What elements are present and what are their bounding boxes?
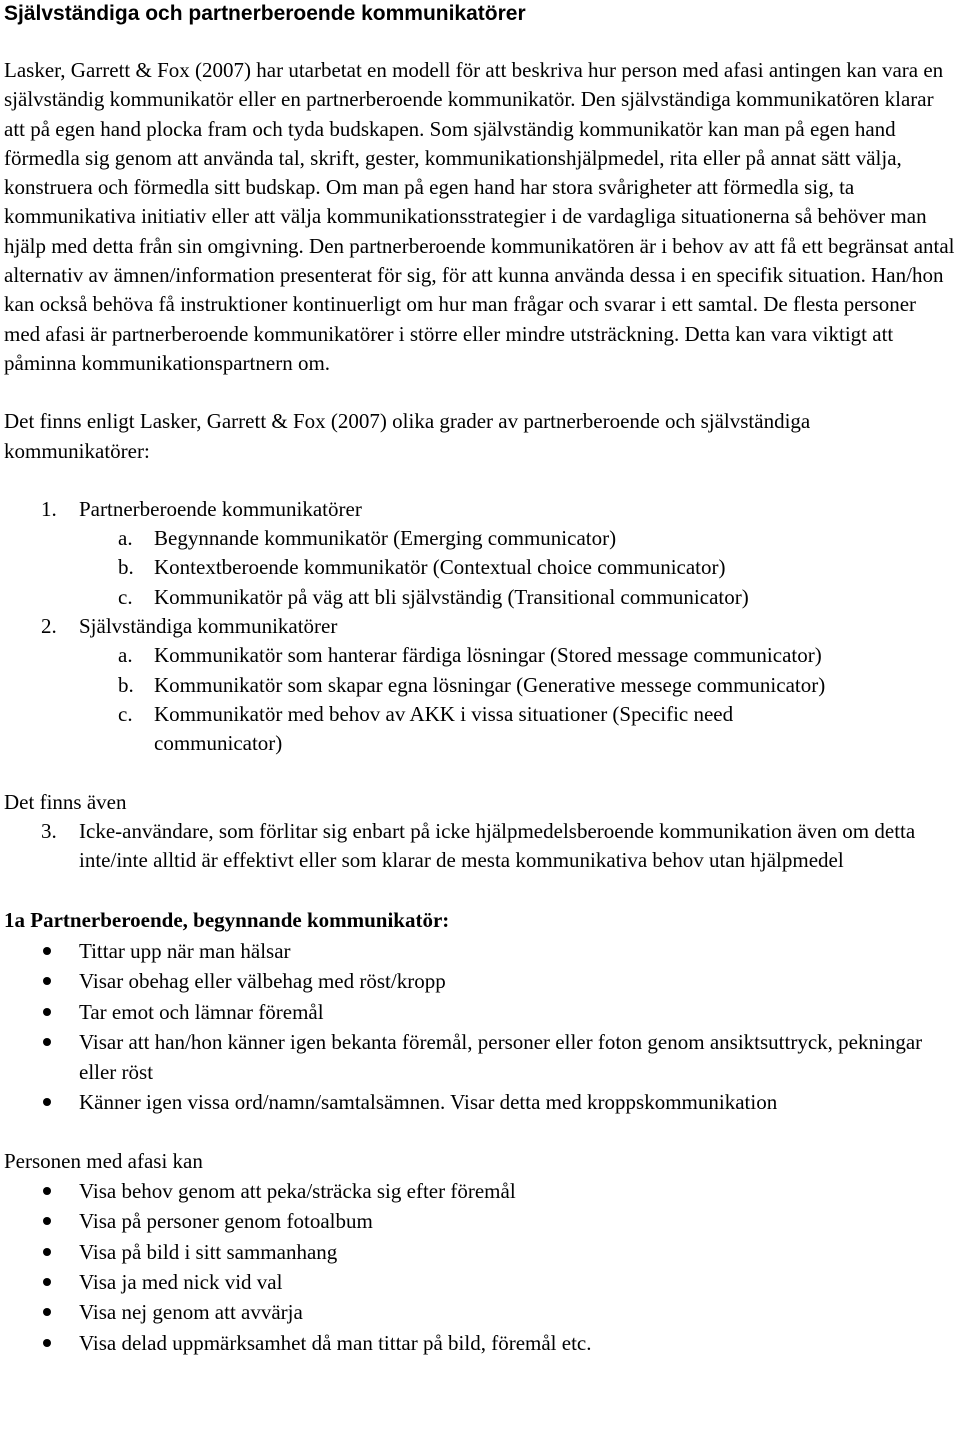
bullet-item <box>4 1027 956 1087</box>
bullet-text: Visa på personer genom fotoalbum <box>79 1209 373 1234</box>
bullet-item <box>4 966 956 997</box>
sub-item-2a <box>4 641 956 670</box>
sub-item-1a <box>4 524 956 553</box>
bullet-text: Visa behov genom att peka/sträcka sig efter föremål <box>79 1179 516 1204</box>
section-person-bullet-list <box>4 1176 956 1358</box>
bullet-text: Visar obehag eller välbehag med röst/kropp <box>79 969 446 994</box>
bullet-icon <box>43 1187 51 1195</box>
numbered-item-2 <box>4 612 956 641</box>
sub-item-text: Begynnande kommunikatör (Emerging communicator) <box>154 526 617 551</box>
section-1a-heading: 1a Partnerberoende, begynnande kommunikatör: <box>4 908 450 933</box>
bullet-item <box>4 1206 956 1236</box>
item-label: Icke-användare, som förlitar sig enbart på icke hjälpmedelsberoende kommunikation även om detta inte/inte alltid är effektivt eller som klarar de mesta kommunikativa behov utan hjälpmedel <box>79 818 916 873</box>
bullet-icon <box>43 1339 51 1347</box>
sub-item-text: Kommunikatör som skapar egna lösningar (Generative messege communicator) <box>154 672 826 697</box>
bullet-text: Visa delad uppmärksamhet då man tittar på bild, föremål etc. <box>79 1330 592 1355</box>
sub-item-text: Kommunikatör med behov av AKK i vissa situationer (Specific need communicator) <box>154 701 734 756</box>
bullet-item <box>4 1176 956 1206</box>
sub-item-text: Kommunikatör som hanterar färdiga lösningar (Stored message communicator) <box>154 643 822 668</box>
bullet-icon <box>43 1248 51 1256</box>
sub-item-text: Kontextberoende kommunikatör (Contextual choice communicator) <box>154 555 726 580</box>
bullet-item <box>4 997 956 1028</box>
item-number: 3. <box>41 818 57 843</box>
bullet-icon <box>43 1217 51 1225</box>
document-page <box>4 0 956 1358</box>
bullet-text: Visa ja med nick vid val <box>79 1269 283 1294</box>
section-person-heading: Personen med afasi kan <box>4 1148 203 1173</box>
intro-paragraph: Lasker, Garrett & Fox (2007) har utarbetat en modell för att beskriva hur person med afasi antingen kan vara en självständig kommunikatör eller en partnerberoende kommunikatör. Den självständiga kommunikatören klarar att på egen hand plocka fram och tyda budskapen. Som självständig kommunikatör kan man på egen hand förmedla sig genom att använda tal, skrift, gester, kommunikationshjälpmedel, rita eller på annat sätt välja, konstruera och förmedla sitt budskap. Om man på egen hand har stora svårigheter att förmedla sig, ta kommunikativa initiativ eller att välja kommunikationsstrategier i de vardagliga situationerna så behöver man hjälp med detta från sin omgivning. Den partnerberoende kommunikatören är i behov av att få ett begränsat antal alternativ av ämnen/information presenterat för sig, för att kunna använda dessa i en specifik situation. Han/hon kan också behöva få instruktioner kontinuerligt om hur man frågar och svarar i ett samtal. De flesta personer med afasi är partnerberoende kommunikatörer i större eller mindre utsträckning. Detta kan vara viktigt att påminna kommunikationspartnern om. <box>4 58 955 375</box>
bullet-icon <box>43 977 51 985</box>
page-title: Självständiga och partnerberoende kommunikatörer <box>4 2 526 25</box>
numbered-item-1 <box>4 495 956 524</box>
bullet-item <box>4 1237 956 1267</box>
bullet-item <box>4 1267 956 1297</box>
bullet-text: Visa på bild i sitt sammanhang <box>79 1239 338 1264</box>
bullet-item <box>4 936 956 967</box>
bullet-icon <box>43 1278 51 1286</box>
sub-item-2b <box>4 671 956 700</box>
sub-item-1c <box>4 583 956 612</box>
sub-item-letter: a. <box>118 643 133 668</box>
item-number: 2. <box>41 614 57 639</box>
sub-item-letter: b. <box>118 672 134 697</box>
bullet-icon <box>43 947 51 955</box>
bullet-item <box>4 1328 956 1358</box>
bullet-text: Tar emot och lämnar föremål <box>79 999 324 1024</box>
bullet-text: Känner igen vissa ord/namn/samtalsämnen. Visar detta med kroppskommunikation <box>79 1090 778 1115</box>
bullet-item <box>4 1087 956 1118</box>
sub-item-letter: b. <box>118 555 134 580</box>
bullet-text: Visa nej genom att avvärja <box>79 1300 303 1325</box>
sub-item-text: Kommunikatör på väg att bli självständig (Transitional communicator) <box>154 584 749 609</box>
item-label: Partnerberoende kommunikatörer <box>79 496 362 521</box>
bullet-icon <box>43 1098 51 1106</box>
sub-item-1b <box>4 553 956 582</box>
numbered-item-3 <box>4 817 956 876</box>
item-label: Självständiga kommunikatörer <box>79 614 338 639</box>
degrees-intro-paragraph: Det finns enligt Lasker, Garrett & Fox (2007) olika grader av partnerberoende och självständiga kommunikatörer: <box>4 409 811 463</box>
bullet-icon <box>43 1008 51 1016</box>
sub-item-2c <box>4 700 956 759</box>
sub-item-letter: c. <box>118 584 133 609</box>
bullet-icon <box>43 1038 51 1046</box>
bullet-icon <box>43 1308 51 1316</box>
also-label: Det finns även <box>4 789 127 814</box>
bullet-item <box>4 1297 956 1327</box>
section-1a-bullet-list <box>4 936 956 1118</box>
bullet-text: Tittar upp när man hälsar <box>79 938 291 963</box>
item-number: 1. <box>41 496 57 521</box>
bullet-text: Visar att han/hon känner igen bekanta föremål, personer eller foton genom ansiktsuttryck, pekningar eller röst <box>79 1030 923 1084</box>
numbered-list <box>4 495 956 759</box>
sub-item-letter: a. <box>118 526 133 551</box>
sub-item-letter: c. <box>118 701 133 726</box>
